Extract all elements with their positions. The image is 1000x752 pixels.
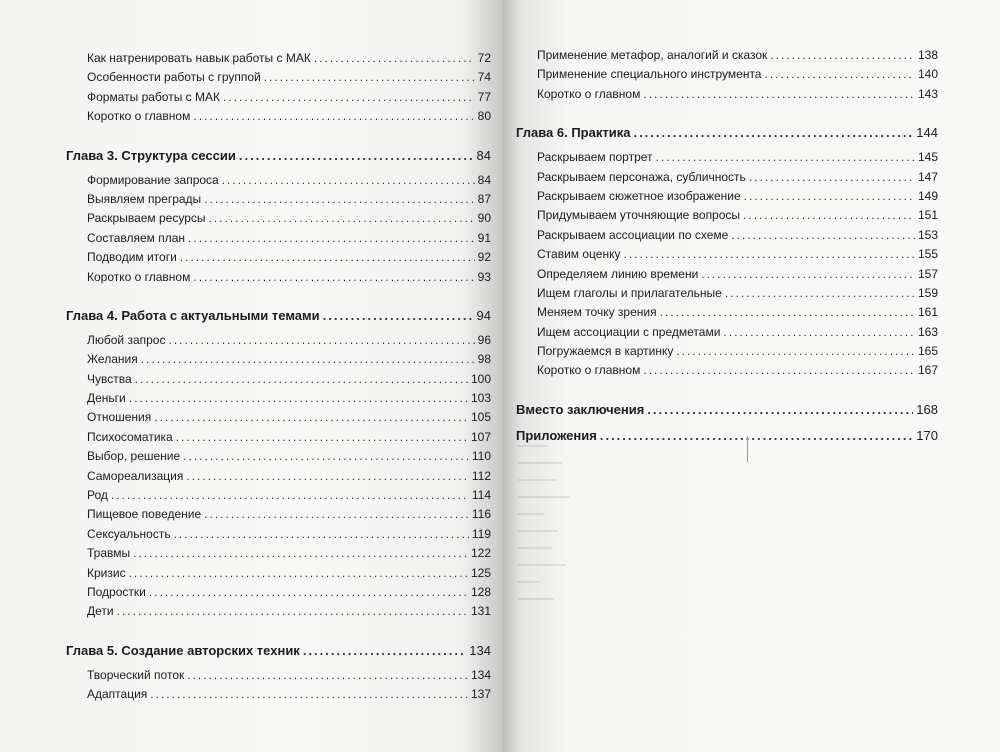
toc-entry-row — [66, 544, 491, 563]
toc-entry-row — [66, 350, 491, 369]
dot-leader — [660, 303, 915, 322]
toc-entry-label: Составляем план — [87, 230, 186, 245]
toc-page-number: 163 — [917, 324, 938, 339]
toc-entry-label: Особенности работы с группой — [87, 70, 261, 85]
toc-entry-label: Деньги — [87, 391, 126, 406]
toc-entry-label: Глава 4. Работа с актуальными темами — [66, 307, 320, 323]
toc-entry-label: Как натренировать навык работы с МАК — [87, 51, 311, 65]
dot-leader — [180, 248, 475, 267]
toc-entry-row — [66, 248, 491, 267]
toc-page-number: 100 — [470, 371, 491, 386]
toc-entry-label: Меняем точку зрения — [537, 305, 657, 320]
toc-page-number: 107 — [470, 429, 491, 444]
toc-entry-row — [66, 190, 491, 209]
toc-entry-row — [66, 525, 491, 544]
toc-page-number: 98 — [477, 352, 491, 367]
toc-entry-row — [66, 68, 491, 87]
toc-entry-row — [66, 229, 491, 248]
toc-page-number: 155 — [917, 247, 938, 262]
toc-entry-label: Творческий поток — [87, 667, 185, 682]
toc-entry-label: Род — [87, 488, 108, 503]
dot-leader — [223, 88, 475, 107]
toc-page-number: 87 — [477, 191, 491, 206]
toc-entry-row — [66, 209, 491, 228]
dot-leader — [174, 525, 469, 544]
toc-entry-label: Травмы — [87, 546, 131, 561]
toc-entry-label: Приложения — [516, 427, 597, 443]
toc-page-number: 116 — [471, 507, 491, 522]
toc-page-number: 153 — [917, 227, 938, 242]
toc-page-number: 119 — [471, 526, 491, 541]
dot-leader — [204, 190, 474, 209]
dot-leader — [129, 389, 468, 408]
toc-entry-row — [66, 428, 491, 447]
toc-page-number: 137 — [470, 687, 491, 702]
toc-page-number: 165 — [917, 344, 938, 359]
toc-entry-label: Коротко о главном — [537, 86, 641, 101]
toc-page-number: 159 — [917, 285, 938, 300]
toc-entry-row — [516, 65, 938, 84]
toc-entry-row — [66, 408, 491, 427]
toc-entry-row — [516, 361, 938, 380]
dot-leader — [204, 505, 469, 524]
toc-entry-row — [516, 46, 938, 65]
toc-entry-label: Самореализация — [87, 468, 184, 483]
toc-entry-row — [66, 602, 491, 621]
toc-entry-label: Отношения — [87, 410, 152, 425]
dot-leader — [723, 323, 915, 342]
toc-entry-row — [516, 245, 938, 264]
toc-page-number: 77 — [477, 89, 491, 104]
dot-leader — [647, 399, 913, 421]
dot-leader — [111, 486, 469, 505]
toc-page-number: 151 — [917, 208, 938, 223]
toc-left-column — [66, 49, 491, 705]
toc-entry-label: Сексуальность — [87, 526, 171, 541]
toc-entry-row — [516, 284, 938, 303]
toc-entry-label: Применение специального инструмента — [537, 67, 762, 82]
toc-entry-row — [516, 148, 938, 167]
toc-page-number: 96 — [477, 332, 491, 347]
toc-entry-row — [66, 49, 491, 68]
toc-page-number: 84 — [476, 147, 491, 163]
toc-page-number: 143 — [917, 86, 938, 101]
toc-entry-label: Формирование запроса — [87, 172, 219, 187]
toc-entry-label: Кризис — [87, 565, 126, 580]
toc-page-number: 92 — [477, 250, 491, 265]
toc-entry-label: Глава 6. Практика — [516, 125, 631, 141]
toc-entry-row — [516, 168, 938, 187]
toc-page-number: 128 — [470, 584, 491, 599]
dot-leader — [193, 268, 474, 287]
toc-entry-row — [516, 85, 938, 104]
toc-chapter-row — [516, 425, 938, 447]
toc-entry-label: Психосоматика — [87, 429, 173, 444]
toc-entry-label: Подводим итоги — [87, 250, 177, 265]
toc-entry-row — [66, 88, 491, 107]
toc-entry-row — [66, 467, 491, 486]
toc-page-number: 72 — [477, 51, 491, 65]
toc-page-number: 110 — [471, 449, 491, 464]
toc-entry-label: Ставим оценку — [537, 247, 621, 262]
toc-page-number: 167 — [917, 363, 938, 378]
toc-chapter-row — [66, 305, 491, 327]
toc-page-number: 80 — [477, 109, 491, 124]
dot-leader — [141, 350, 475, 369]
dot-leader — [149, 583, 468, 602]
toc-chapter-row — [516, 122, 938, 144]
toc-page-number: 90 — [477, 211, 491, 226]
dot-leader — [183, 447, 469, 466]
toc-page-number: 134 — [470, 667, 491, 682]
toc-entry-row — [516, 342, 938, 361]
toc-chapter-row — [66, 640, 491, 662]
toc-page-number: 144 — [916, 125, 938, 141]
toc-entry-label: Пищевое поведение — [87, 507, 202, 522]
dot-leader — [743, 206, 915, 225]
dot-leader — [150, 685, 468, 704]
toc-page-number: 112 — [471, 468, 491, 483]
dot-leader — [701, 265, 915, 284]
toc-page-number: 94 — [476, 307, 491, 323]
toc-page-number: 125 — [470, 565, 491, 580]
toc-page-number: 131 — [470, 604, 491, 619]
toc-entry-label: Глава 3. Структура сессии — [66, 147, 236, 163]
dot-leader — [314, 49, 475, 68]
toc-entry-row — [516, 226, 938, 245]
toc-entry-label: Раскрываем персонажа, субличность — [537, 169, 746, 184]
dot-leader — [643, 85, 915, 104]
dot-leader — [188, 229, 475, 248]
toc-page-number: 170 — [916, 427, 938, 443]
toc-page-number: 91 — [477, 230, 491, 245]
toc-entry-row — [516, 323, 938, 342]
toc-entry-row — [66, 666, 491, 685]
dot-leader — [193, 107, 474, 126]
toc-entry-label: Раскрываем ассоциации по схеме — [537, 227, 729, 242]
dot-leader — [770, 46, 915, 65]
toc-entry-label: Коротко о главном — [537, 363, 641, 378]
toc-page-number: 149 — [917, 188, 938, 203]
dot-leader — [209, 209, 475, 228]
toc-entry-row — [66, 486, 491, 505]
toc-page-number: 145 — [917, 150, 938, 165]
toc-page-number: 168 — [916, 401, 938, 417]
right-page — [502, 0, 1000, 752]
toc-page-number: 140 — [917, 67, 938, 82]
toc-entry-label: Коротко о главном — [87, 109, 191, 124]
toc-entry-row — [66, 268, 491, 287]
toc-chapter-row — [516, 399, 938, 421]
dot-leader — [187, 666, 468, 685]
toc-page-number: 122 — [470, 546, 491, 561]
toc-entry-label: Форматы работы с МАК — [87, 89, 220, 104]
dot-leader — [744, 187, 915, 206]
dot-leader — [643, 361, 915, 380]
toc-entry-label: Выявляем преграды — [87, 191, 202, 206]
dot-leader — [656, 148, 915, 167]
toc-entry-label: Дети — [87, 604, 114, 619]
toc-entry-row — [66, 107, 491, 126]
dot-leader — [133, 544, 468, 563]
toc-page-number: 103 — [470, 391, 491, 406]
toc-entry-label: Коротко о главном — [87, 269, 191, 284]
toc-entry-label: Подростки — [87, 584, 146, 599]
toc-entry-row — [66, 389, 491, 408]
toc-entry-label: Любой запрос — [87, 332, 166, 347]
toc-entry-label: Глава 5. Создание авторских техник — [66, 642, 300, 658]
toc-page-number: 105 — [470, 410, 491, 425]
toc-entry-row — [516, 265, 938, 284]
toc-entry-row — [516, 303, 938, 322]
toc-entry-row — [516, 206, 938, 225]
toc-entry-label: Вместо заключения — [516, 401, 645, 417]
toc-page-number: 161 — [917, 305, 938, 320]
toc-entry-row — [66, 685, 491, 704]
dot-leader — [676, 342, 915, 361]
dot-leader — [154, 408, 468, 427]
toc-entry-label: Определяем линию времени — [537, 266, 699, 281]
page-mark — [747, 436, 748, 462]
toc-entry-row — [66, 447, 491, 466]
dot-leader — [600, 425, 913, 447]
toc-entry-row — [516, 187, 938, 206]
toc-page-number: 134 — [469, 642, 491, 658]
bleed-through-text — [518, 445, 578, 645]
dot-leader — [222, 171, 475, 190]
dot-leader — [264, 68, 475, 87]
dot-leader — [623, 245, 915, 264]
toc-entry-label: Раскрываем сюжетное изображение — [537, 188, 741, 203]
toc-entry-row — [66, 171, 491, 190]
toc-entry-row — [66, 564, 491, 583]
toc-page-number: 114 — [471, 488, 491, 503]
dot-leader — [168, 331, 474, 350]
dot-leader — [725, 284, 915, 303]
toc-entry-row — [66, 505, 491, 524]
dot-leader — [323, 305, 474, 327]
toc-page-number: 84 — [477, 172, 491, 187]
toc-entry-label: Чувства — [87, 371, 132, 386]
toc-entry-label: Применение метафор, аналогий и сказок — [537, 48, 768, 62]
toc-entry-label: Желания — [87, 352, 138, 367]
dot-leader — [135, 370, 468, 389]
dot-leader — [176, 428, 468, 447]
toc-chapter-row — [66, 145, 491, 167]
dot-leader — [749, 168, 915, 187]
toc-entry-label: Адаптация — [87, 687, 148, 702]
dot-leader — [633, 122, 913, 144]
toc-entry-label: Раскрываем портрет — [537, 150, 653, 165]
dot-leader — [303, 640, 466, 662]
toc-entry-row — [66, 331, 491, 350]
dot-leader — [129, 564, 468, 583]
toc-entry-label: Ищем глаголы и прилагательные — [537, 285, 722, 300]
toc-page-number: 74 — [477, 70, 491, 85]
toc-page-number: 93 — [477, 269, 491, 284]
toc-page-number: 147 — [917, 169, 938, 184]
toc-entry-label: Придумываем уточняющие вопросы — [537, 208, 741, 223]
toc-entry-row — [66, 583, 491, 602]
toc-entry-label: Погружаемся в картинку — [537, 344, 674, 359]
toc-entry-label: Раскрываем ресурсы — [87, 211, 206, 226]
toc-entry-row — [66, 370, 491, 389]
dot-leader — [186, 467, 468, 486]
toc-right-column — [516, 46, 938, 451]
toc-page-number: 138 — [917, 48, 938, 62]
toc-page-number: 157 — [917, 266, 938, 281]
toc-entry-label: Выбор, решение — [87, 449, 181, 464]
toc-entry-label: Ищем ассоциации с предметами — [537, 324, 721, 339]
dot-leader — [239, 145, 474, 167]
dot-leader — [117, 602, 468, 621]
dot-leader — [731, 226, 915, 245]
dot-leader — [764, 65, 914, 84]
